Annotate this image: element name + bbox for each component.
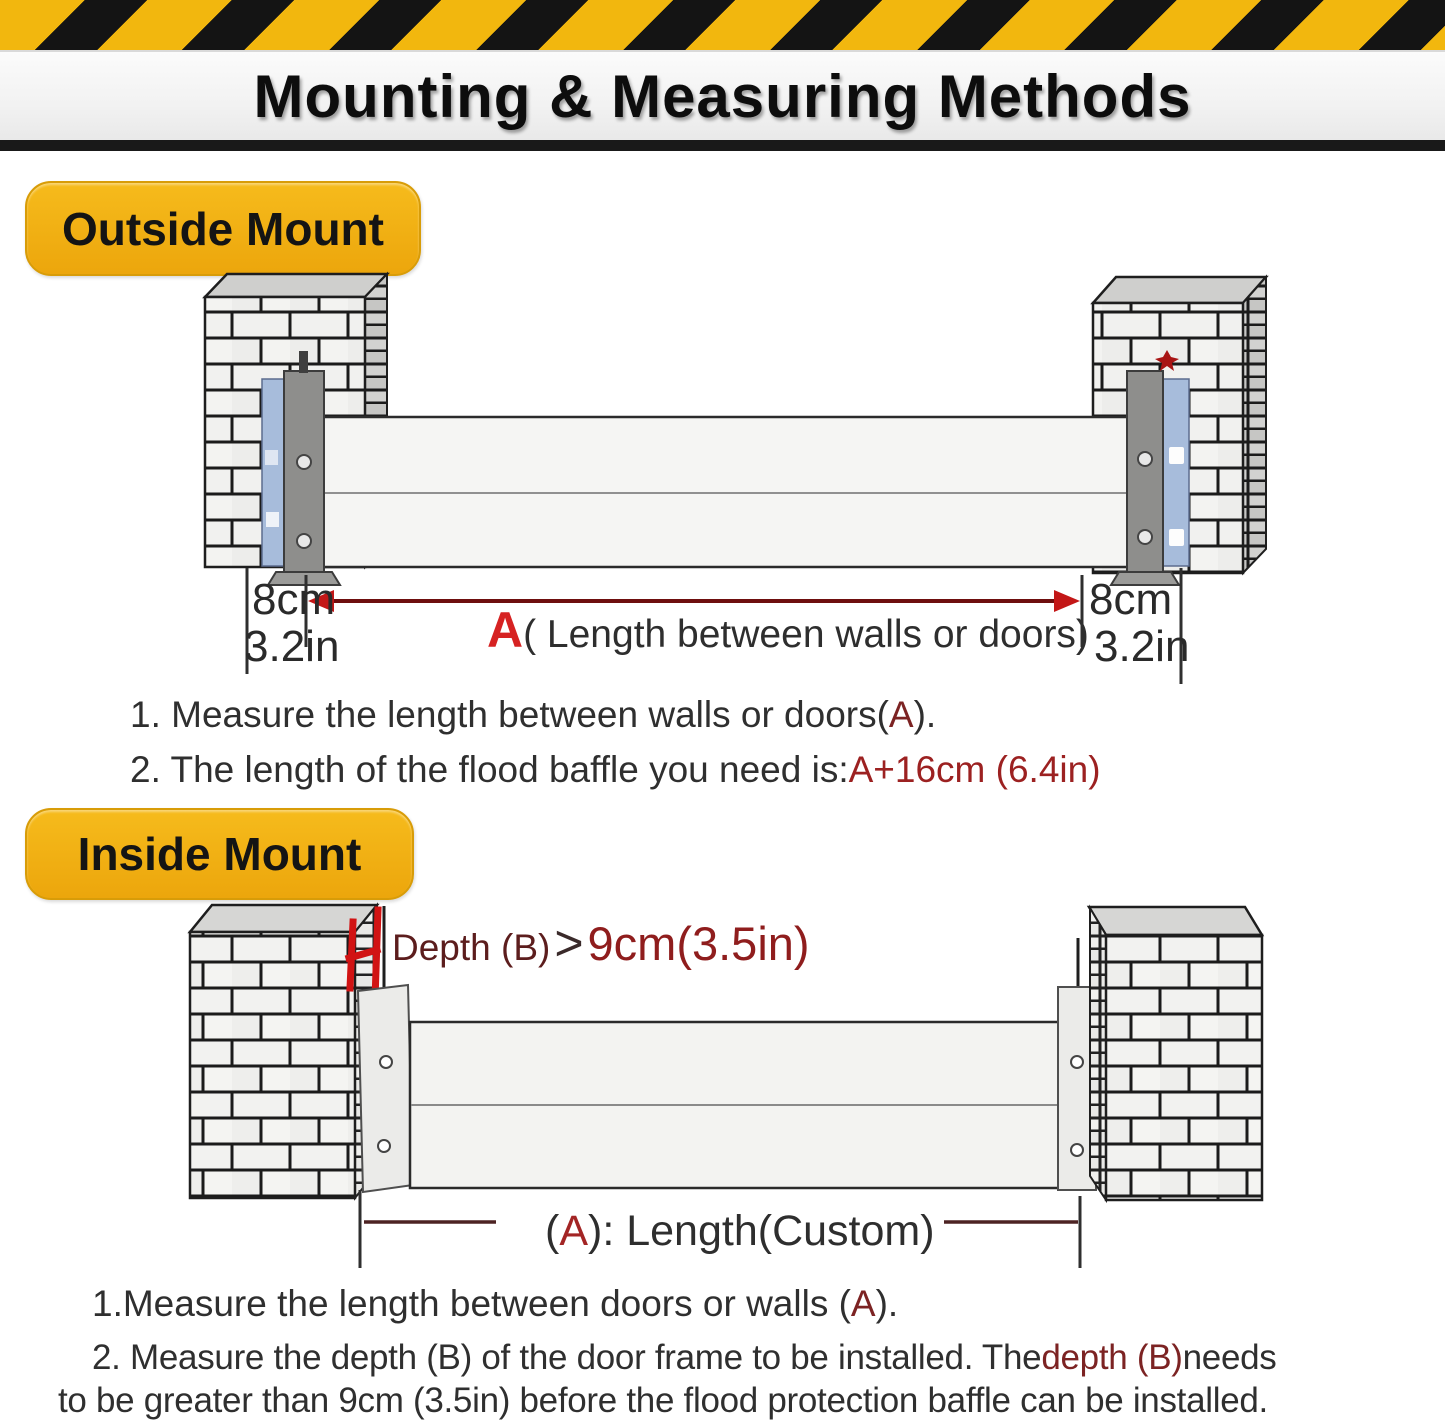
seal-strip-left [262,379,284,566]
screw-hole [297,455,311,469]
flood-baffle-panel [410,1022,1060,1188]
mounting-channel-left [358,985,413,1192]
screw-hole [1071,1144,1083,1156]
inside-step-2-line-2: to be greater than 9cm (3.5in) before the flood protection baffle can be installed. [58,1381,1268,1420]
hazard-stripes-banner [0,0,1445,52]
inside-step-1: 1.Measure the length between doors or walls ( A ). [92,1283,899,1324]
screw-hole [1138,530,1152,544]
baffle-length-formula: A+16cm (6.4in) [848,749,1101,790]
left-offset-in-label: 3.2in [244,622,340,671]
flood-baffle-panel [322,417,1135,567]
title-divider-bar [0,140,1445,151]
inside-mount-label: Inside Mount [25,808,414,900]
page-title: Mounting & Measuring Methods [253,62,1192,130]
span-length-label: A ( Length between walls or doors) [487,602,1089,658]
inside-step-2-line-1: 2. Measure the depth (B) of the door frame to be installed. The depth (B) needs [92,1338,1277,1377]
screw-hole [1138,452,1152,466]
screw-hole [380,1056,392,1068]
screw-hole [378,1140,390,1152]
anchor-pin-icon [299,351,308,373]
screw-hole [1071,1056,1083,1068]
right-brick-pillar [1089,907,1262,1200]
left-offset-cm-label: 8cm [252,575,336,624]
screw-hole [297,534,311,548]
title-band [0,52,1445,140]
depth-requirement-label: Depth (B) > 9cm(3.5in) [392,915,810,971]
span-marker-a: A [487,602,524,658]
right-offset-in-label: 3.2in [1094,622,1190,671]
right-offset-cm-label: 8cm [1089,575,1173,624]
greater-than-symbol: > [554,915,584,971]
outside-mount-label: Outside Mount [25,181,421,276]
outside-step-1: 1. Measure the length between walls or doors( A ). [130,694,937,735]
outside-step-2: 2. The length of the flood baffle you need is: A+16cm (6.4in) [130,749,1101,790]
custom-length-label: ( A ): Length(Custom) [545,1207,935,1255]
